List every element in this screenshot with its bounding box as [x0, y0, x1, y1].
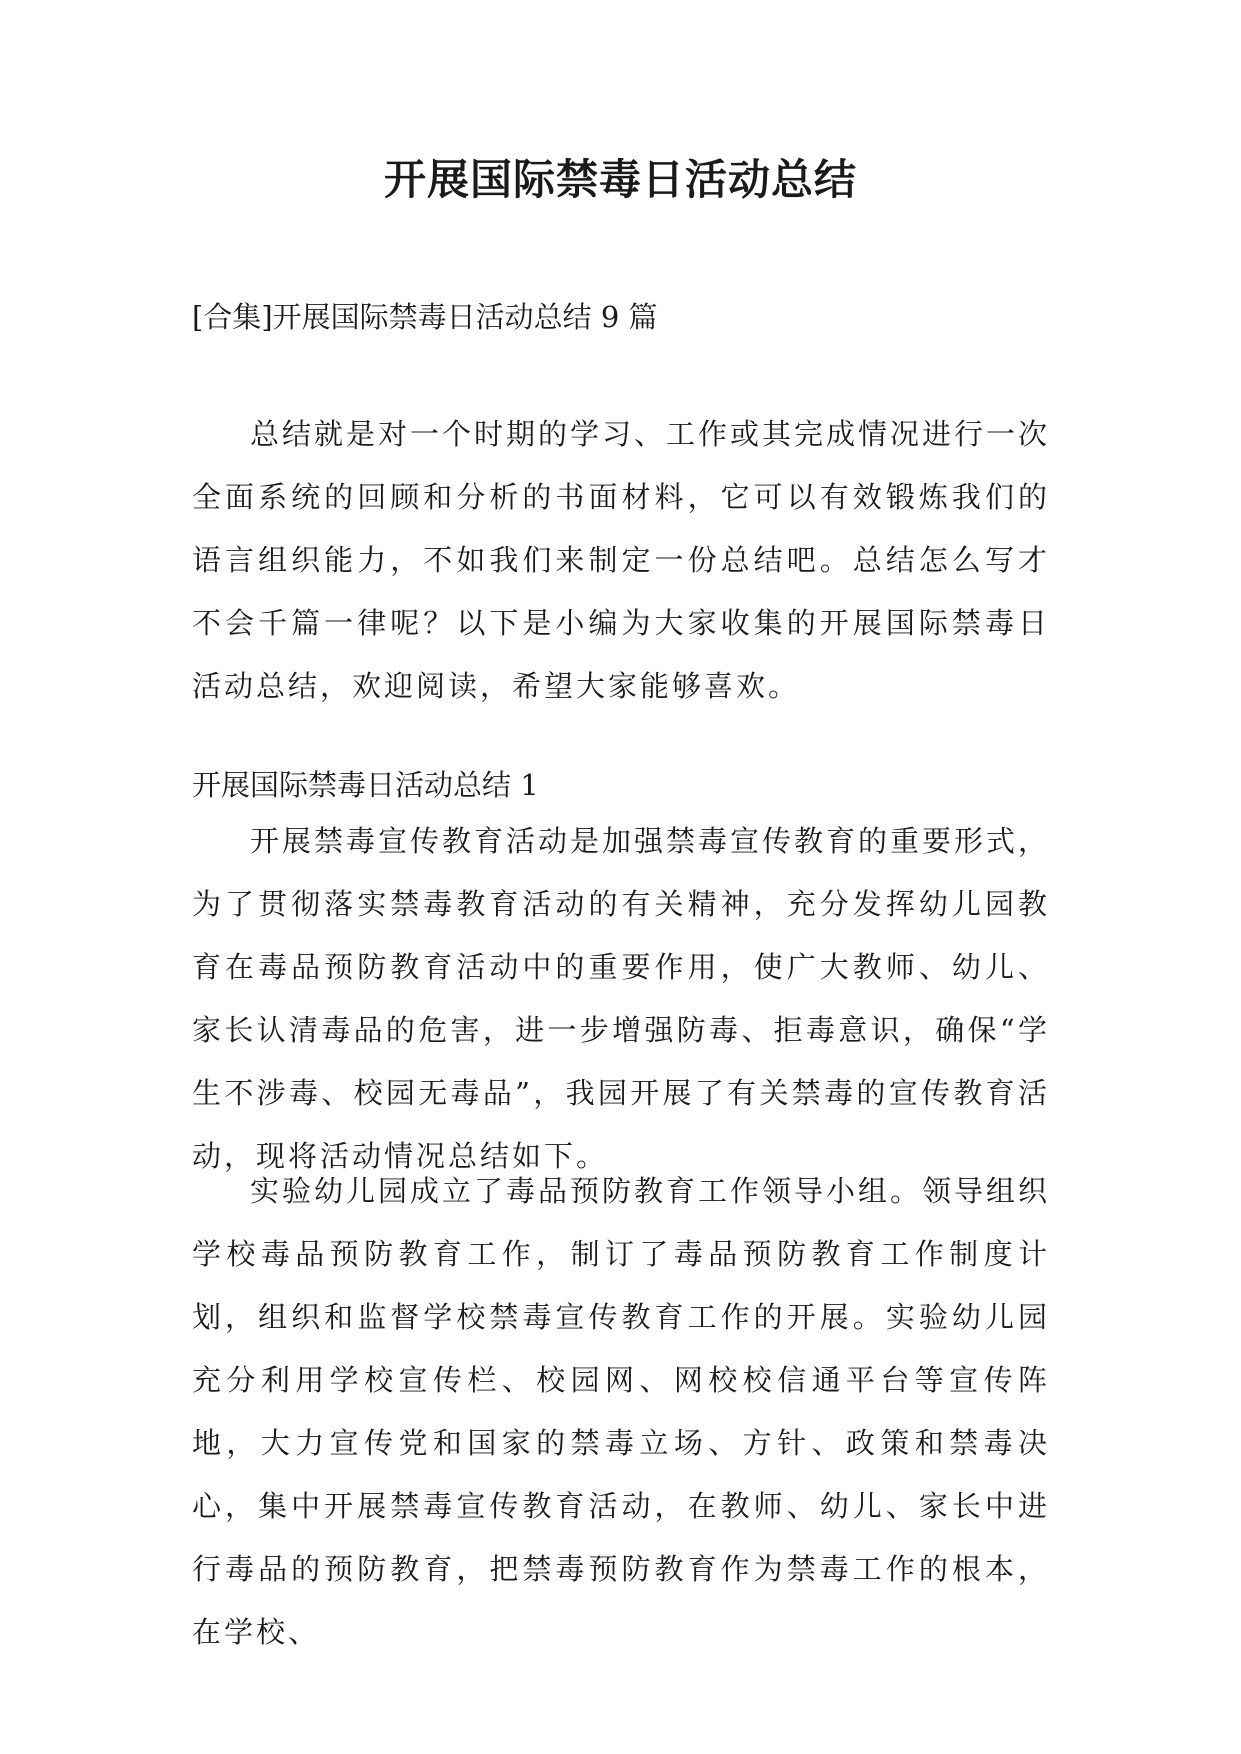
page-title: 开展国际禁毒日活动总结: [383, 155, 857, 204]
document-subtitle: [合集]开展国际禁毒日活动总结 9 篇: [192, 300, 658, 334]
section-heading: 开展国际禁毒日活动总结 1: [192, 768, 539, 802]
body-paragraph: 开展禁毒宣传教育活动是加强禁毒宣传教育的重要形式，为了贯彻落实禁毒教育活动的有关精神，充分发挥幼儿园教育在毒品预防教育活动中的重要作用，使广大教师、幼儿、家长认清毒品的危害，进一步增强防毒、拒毒意识，确保“学生不涉毒、校园无毒品”，我园开展了有关禁毒的宣传教育活动，现将活动情况总结如下。: [192, 824, 1051, 1173]
body-paragraph: 实验幼儿园成立了毒品预防教育工作领导小组。领导组织学校毒品预防教育工作，制订了毒品预防教育工作制度计划，组织和监督学校禁毒宣传教育工作的开展。实验幼儿园充分利用学校宣传栏、校园网、网校校信通平台等宣传阵地，大力宣传党和国家的禁毒立场、方针、政策和禁毒决心，集中开展禁毒宣传教育活动，在教师、幼儿、家长中进行毒品的预防教育，把禁毒预防教育作为禁毒工作的根本，在学校、: [192, 1174, 1051, 1649]
intro-paragraph: 总结就是对一个时期的学习、工作或其完成情况进行一次全面系统的回顾和分析的书面材料，它可以有效锻炼我们的语言组织能力，不如我们来制定一份总结吧。总结怎么写才不会千篇一律呢？以下是小编为大家收集的开展国际禁毒日活动总结，欢迎阅读，希望大家能够喜欢。: [192, 417, 1051, 703]
